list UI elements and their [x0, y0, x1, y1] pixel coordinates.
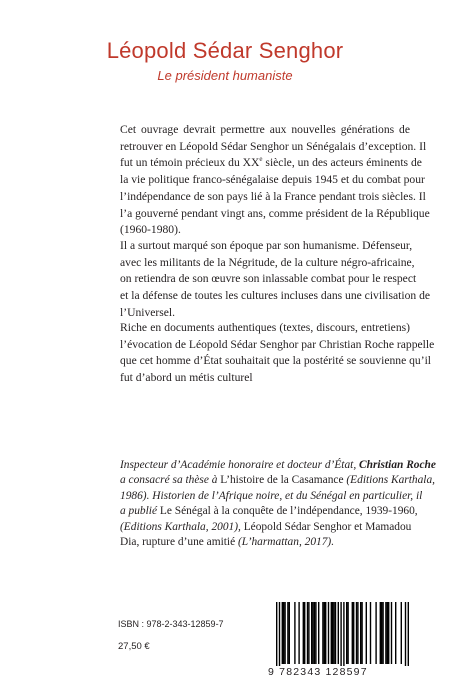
barcode-bar [311, 602, 312, 664]
text-line [120, 504, 418, 519]
barcode-bar [303, 602, 304, 664]
barcode-bar [382, 602, 383, 664]
barcode-bar [395, 602, 396, 664]
author-bio [120, 458, 436, 550]
text-fragment: a consacré sa thèse à [120, 474, 221, 487]
barcode-bar [307, 602, 308, 664]
author-name: Christian Roche [359, 459, 436, 471]
barcode-bar [387, 602, 388, 664]
barcode-bar [298, 602, 299, 664]
text-line: l’évocation de Léopold Sédar Senghor par Christian Roche rappelle [120, 337, 435, 351]
text-line: 1986). Historien de l’Afrique noire, et du Sénégal en particulier, il [120, 489, 423, 502]
barcode-bar [388, 602, 389, 664]
barcode-digits: 9 782343 128597 [268, 666, 368, 678]
text-line [120, 155, 422, 172]
barcode-bar [331, 602, 332, 664]
text-line: on retiendra de son œuvre son inlassable combat pour le respect [120, 272, 417, 286]
text-line [120, 520, 410, 535]
superscript: e [259, 155, 263, 164]
text-line: que cet homme d’État souhaitait que la postérité se souvienne qu’il [120, 354, 432, 368]
text-line: fut d’abord un métis culturel [120, 371, 253, 385]
barcode-bar [401, 602, 402, 664]
barcode-bar [289, 602, 290, 664]
text-line: Riche en documents authentiques (textes, discours, entretiens) [120, 321, 410, 334]
text-fragment: Léopold Sédar Senghor et Mamadou [240, 520, 412, 533]
text-line [120, 535, 410, 550]
barcode-bar [287, 602, 288, 664]
barcode-bar [315, 602, 316, 664]
barcode-bar [357, 602, 358, 664]
text-line: et la défense de toutes les cultures incluses dans une civilisation de [120, 289, 431, 303]
barcode-bar [343, 602, 344, 666]
text-line: retrouver en Léopold Sédar Senghor un Sénégalais d’exception. Il [120, 139, 427, 153]
barcode-bar [318, 602, 319, 664]
barcode-bar [282, 602, 283, 664]
barcode-bar [340, 602, 341, 666]
barcode-bar [366, 602, 367, 664]
barcode-bar [294, 602, 295, 664]
text-fragment: siècle, un des acteurs éminents de [262, 156, 422, 170]
blurb-paragraph-1 [120, 122, 430, 239]
barcode-bar [304, 602, 305, 664]
barcode-bar [361, 602, 362, 664]
text-line: Cet ouvrage devrait permettre aux nouvelles générations de [120, 123, 410, 136]
barcode-bar [385, 602, 386, 664]
barcode-bar [279, 602, 280, 666]
barcode-bar [314, 602, 315, 664]
blurb-paragraph-3 [120, 320, 435, 387]
barcode-bar [333, 602, 334, 664]
barcode-bar [360, 602, 361, 664]
text-fragment: Dia, rupture d’une amitié [120, 536, 238, 549]
barcode-bar [352, 602, 353, 664]
book-title: Léopold Sédar Senghor [106, 38, 344, 63]
blurb-paragraph-2 [120, 238, 431, 322]
barcode-bar [353, 602, 354, 664]
barcode-bar [335, 602, 336, 664]
text-line: (1960-1980). [120, 223, 181, 237]
text-fragment: fut un témoin précieux du XX [120, 156, 260, 170]
barcode-bar [332, 602, 333, 664]
barcode-bar [328, 602, 329, 664]
price-label: 27,50 € [118, 641, 150, 652]
barcode-bar [408, 602, 409, 666]
book-subtitle: Le président humaniste [157, 68, 293, 83]
text-fragment: a publié [120, 505, 160, 518]
barcode-bar [381, 602, 382, 664]
barcode-bar [380, 602, 381, 664]
barcode-bar [356, 602, 357, 664]
text-line [120, 458, 436, 473]
barcode-bar [375, 602, 376, 664]
text-fragment: (L’harmattan, 2017). [237, 536, 335, 549]
text-line: la vie politique franco-sénégalaise depuis 1945 et du combat pour [120, 173, 425, 187]
text-line: l’indépendance de son pays lié à la France pendant trois siècles. Il [120, 189, 426, 203]
text-line: l’Universel. [120, 305, 176, 319]
text-fragment: Inspecteur d’Académie honoraire et docteur d’État, [120, 459, 360, 471]
text-fragment: (Editions Karthala, 2001), [120, 520, 241, 533]
barcode-bar [283, 602, 284, 664]
barcode-bar [347, 602, 348, 664]
barcode-bar [276, 602, 277, 666]
text-fragment: L’histoire de la Casamance [220, 474, 347, 487]
text-line: avec les militants de la Négritude, de la culture négro-africaine, [120, 255, 415, 269]
barcode-bar [308, 602, 309, 664]
text-fragment: (Editions Karthala, [346, 474, 435, 487]
barcode-bar [284, 602, 285, 664]
barcode-bar [324, 602, 325, 664]
isbn-label: ISBN : 978-2-343-12859-7 [118, 619, 224, 629]
barcode-bar [391, 602, 392, 664]
barcode-bar [325, 602, 326, 664]
barcode-bar [312, 602, 313, 664]
text-line [120, 473, 435, 488]
barcode-bar [338, 602, 339, 664]
barcode-bar [322, 602, 323, 664]
barcode-bar [370, 602, 371, 664]
barcode [264, 600, 414, 682]
text-line: l’a gouverné pendant vingt ans, comme président de la République [120, 206, 430, 220]
barcode-bar [405, 602, 406, 666]
text-line: Il a surtout marqué son époque par son humanisme. Défenseur, [120, 239, 413, 252]
barcode-bars [264, 600, 414, 666]
barcode-bar [346, 602, 347, 664]
text-fragment: Le Sénégal à la conquête de l’indépendance, 1939-1960, [159, 505, 418, 518]
